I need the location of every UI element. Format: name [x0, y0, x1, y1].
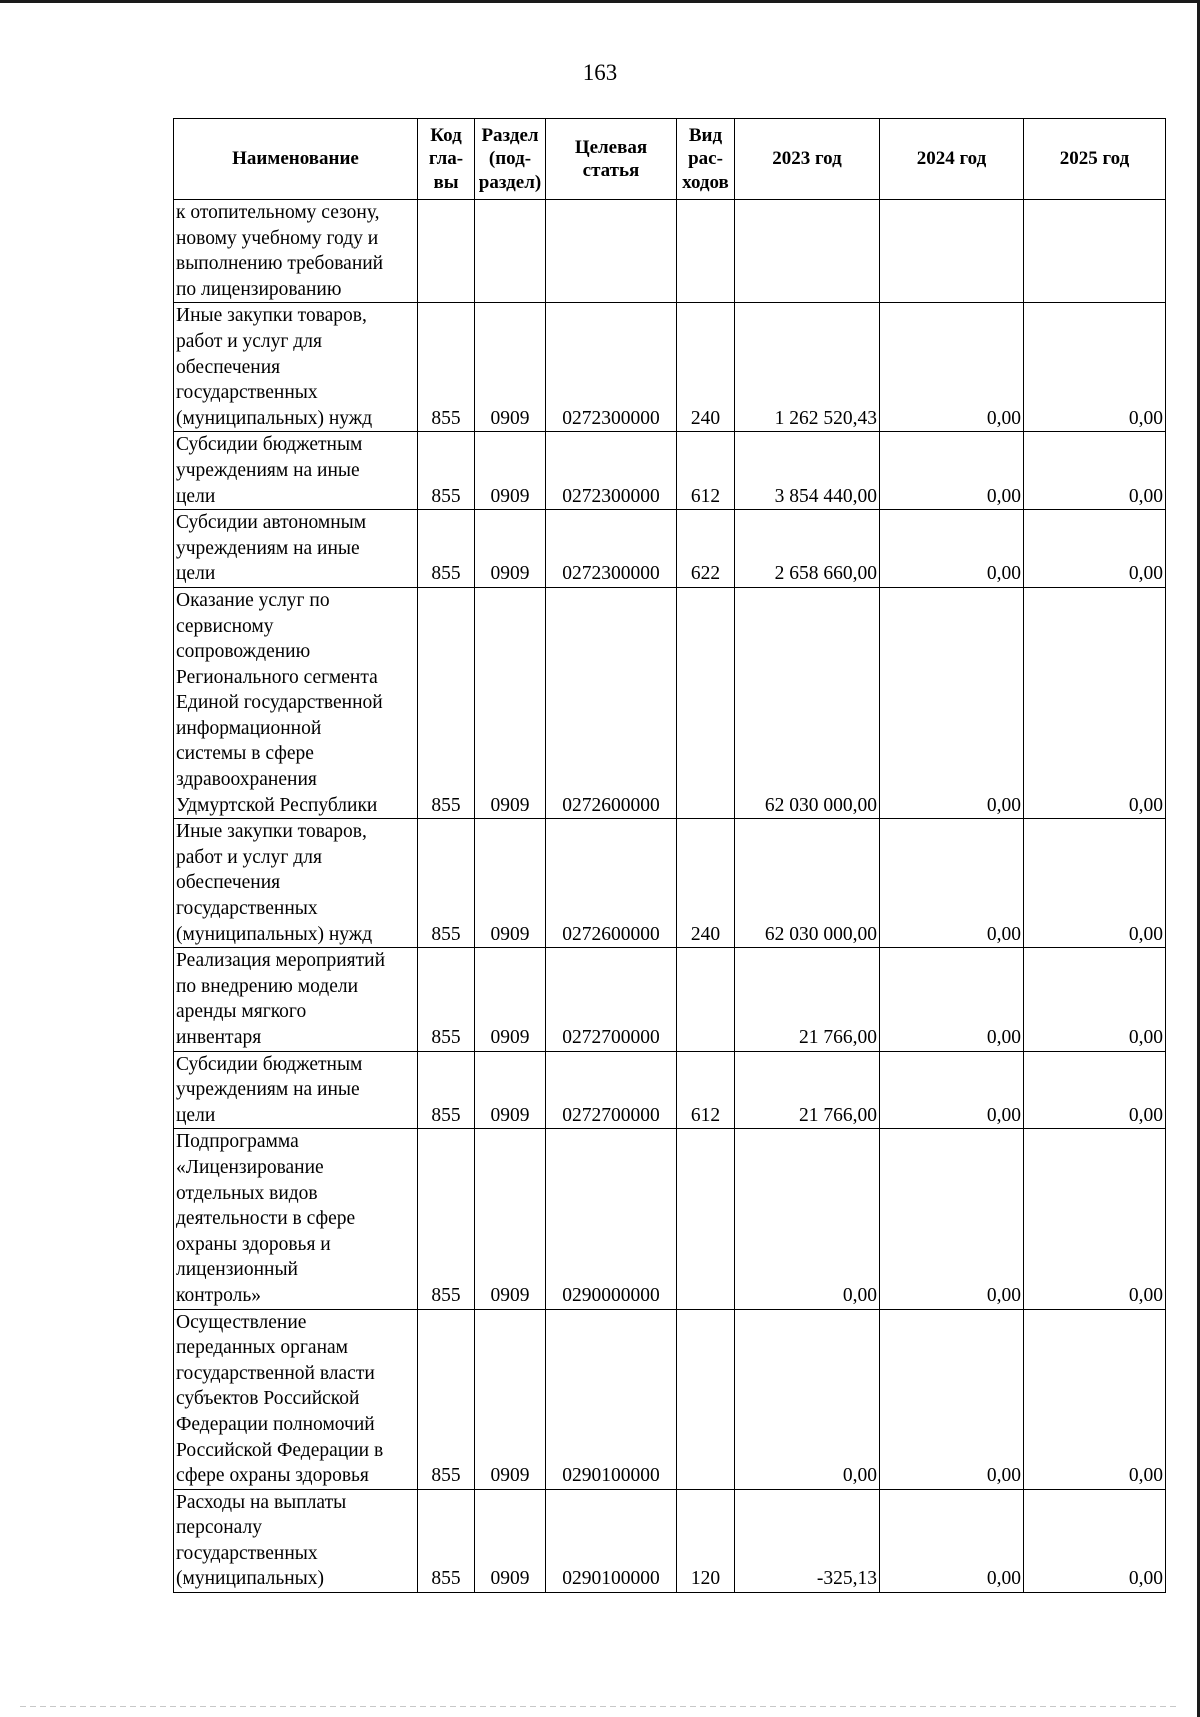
cell-name: Осуществление переданных органам государственной власти субъектов Российской Федерации полномочий Российской Федерации в сфере охраны здоровья [174, 1309, 418, 1489]
cell-name: Субсидии бюджетным учреждениям на иные цели [174, 432, 418, 510]
cell-name: Субсидии бюджетным учреждениям на иные цели [174, 1051, 418, 1129]
header-section: Раздел (под- раздел) [475, 119, 546, 200]
cell-expense-type: 612 [677, 432, 735, 510]
cell-chapter-code: 855 [418, 819, 475, 948]
cell-section: 0909 [475, 587, 546, 818]
cell-section: 0909 [475, 432, 546, 510]
cell-target-article: 0272700000 [546, 948, 677, 1051]
cell-2023: 0,00 [735, 1129, 880, 1309]
cell-chapter-code [418, 200, 475, 303]
cell-2024: 0,00 [880, 819, 1024, 948]
cell-section: 0909 [475, 1489, 546, 1592]
cell-2025: 0,00 [1024, 432, 1166, 510]
page-number: 163 [582, 60, 618, 85]
cell-expense-type: 240 [677, 819, 735, 948]
table-row [174, 948, 1166, 1051]
cell-2023: 1 262 520,43 [735, 303, 880, 432]
cell-2025: 0,00 [1024, 1051, 1166, 1129]
cell-2025: 0,00 [1024, 510, 1166, 588]
cell-chapter-code: 855 [418, 1129, 475, 1309]
cell-section: 0909 [475, 1051, 546, 1129]
table-row [174, 1129, 1166, 1309]
cell-section: 0909 [475, 1309, 546, 1489]
cell-chapter-code: 855 [418, 510, 475, 588]
cell-section: 0909 [475, 1129, 546, 1309]
cell-2023 [735, 200, 880, 303]
cell-expense-type: 612 [677, 1051, 735, 1129]
cell-chapter-code: 855 [418, 948, 475, 1051]
cell-2024: 0,00 [880, 1309, 1024, 1489]
cell-name: Расходы на выплаты персоналу государственных (муниципальных) [174, 1489, 418, 1592]
cell-2025: 0,00 [1024, 1489, 1166, 1592]
cell-2024: 0,00 [880, 1129, 1024, 1309]
header-chapter-code: Код гла- вы [418, 119, 475, 200]
cell-expense-type [677, 1129, 735, 1309]
cell-expense-type: 120 [677, 1489, 735, 1592]
cell-2023: 62 030 000,00 [735, 587, 880, 818]
cell-target-article: 0290100000 [546, 1489, 677, 1592]
cell-name: Иные закупки товаров, работ и услуг для обеспечения государственных (муниципальных) нужд [174, 819, 418, 948]
cell-section: 0909 [475, 948, 546, 1051]
cell-2023: -325,13 [735, 1489, 880, 1592]
cell-2024: 0,00 [880, 432, 1024, 510]
cell-name: Субсидии автономным учреждениям на иные цели [174, 510, 418, 588]
cell-chapter-code: 855 [418, 1489, 475, 1592]
cell-target-article: 0272600000 [546, 587, 677, 818]
table-row [174, 200, 1166, 303]
cell-target-article: 0290000000 [546, 1129, 677, 1309]
cell-2025 [1024, 200, 1166, 303]
cell-chapter-code: 855 [418, 1051, 475, 1129]
cell-name: Оказание услуг по сервисному сопровождению Регионального сегмента Единой государственной информационной системы в сфере здравоохранения Удмуртской Республики [174, 587, 418, 818]
cell-2024 [880, 200, 1024, 303]
scan-border-top [0, 0, 1200, 3]
cell-2023: 21 766,00 [735, 948, 880, 1051]
cell-chapter-code: 855 [418, 303, 475, 432]
table-row [174, 819, 1166, 948]
cell-section: 0909 [475, 510, 546, 588]
header-name: Наименование [174, 119, 418, 200]
cell-target-article: 0290100000 [546, 1309, 677, 1489]
cell-expense-type [677, 1309, 735, 1489]
header-year-2023: 2023 год [735, 119, 880, 200]
cell-expense-type [677, 587, 735, 818]
cell-2025: 0,00 [1024, 948, 1166, 1051]
cell-2023: 21 766,00 [735, 1051, 880, 1129]
budget-table [173, 118, 1166, 1593]
cell-section: 0909 [475, 303, 546, 432]
cell-chapter-code: 855 [418, 1309, 475, 1489]
cell-section: 0909 [475, 819, 546, 948]
header-year-2024: 2024 год [880, 119, 1024, 200]
cell-target-article [546, 200, 677, 303]
table-row [174, 1309, 1166, 1489]
cell-2024: 0,00 [880, 303, 1024, 432]
table-row [174, 1051, 1166, 1129]
cell-2023: 62 030 000,00 [735, 819, 880, 948]
cell-chapter-code: 855 [418, 432, 475, 510]
cell-2025: 0,00 [1024, 819, 1166, 948]
cell-target-article: 0272300000 [546, 432, 677, 510]
header-expense-type: Вид рас- ходов [677, 119, 735, 200]
table-row [174, 510, 1166, 588]
table-header-row [174, 119, 1166, 200]
cell-2025: 0,00 [1024, 303, 1166, 432]
cell-2025: 0,00 [1024, 1129, 1166, 1309]
cell-2023: 0,00 [735, 1309, 880, 1489]
cell-name: Реализация мероприятий по внедрению модели аренды мягкого инвентаря [174, 948, 418, 1051]
cell-2023: 2 658 660,00 [735, 510, 880, 588]
scan-noise-line [20, 1706, 1180, 1707]
cell-2024: 0,00 [880, 948, 1024, 1051]
table-body [174, 200, 1166, 1593]
cell-expense-type: 622 [677, 510, 735, 588]
cell-target-article: 0272600000 [546, 819, 677, 948]
cell-target-article: 0272700000 [546, 1051, 677, 1129]
table-row [174, 587, 1166, 818]
cell-2024: 0,00 [880, 510, 1024, 588]
table-row [174, 303, 1166, 432]
cell-2024: 0,00 [880, 1051, 1024, 1129]
table-row [174, 432, 1166, 510]
cell-2024: 0,00 [880, 1489, 1024, 1592]
cell-2023: 3 854 440,00 [735, 432, 880, 510]
cell-chapter-code: 855 [418, 587, 475, 818]
cell-target-article: 0272300000 [546, 510, 677, 588]
cell-expense-type [677, 948, 735, 1051]
cell-name: к отопительному сезону, новому учебному году и выполнению требований по лицензированию [174, 200, 418, 303]
cell-name: Подпрограмма «Лицензирование отдельных видов деятельности в сфере охраны здоровья и лицензионный контроль» [174, 1129, 418, 1309]
cell-2025: 0,00 [1024, 587, 1166, 818]
header-year-2025: 2025 год [1024, 119, 1166, 200]
cell-name: Иные закупки товаров, работ и услуг для обеспечения государственных (муниципальных) нужд [174, 303, 418, 432]
cell-target-article: 0272300000 [546, 303, 677, 432]
cell-expense-type: 240 [677, 303, 735, 432]
cell-section [475, 200, 546, 303]
table-row [174, 1489, 1166, 1592]
cell-2024: 0,00 [880, 587, 1024, 818]
cell-2025: 0,00 [1024, 1309, 1166, 1489]
cell-expense-type [677, 200, 735, 303]
header-target-article: Целевая статья [546, 119, 677, 200]
